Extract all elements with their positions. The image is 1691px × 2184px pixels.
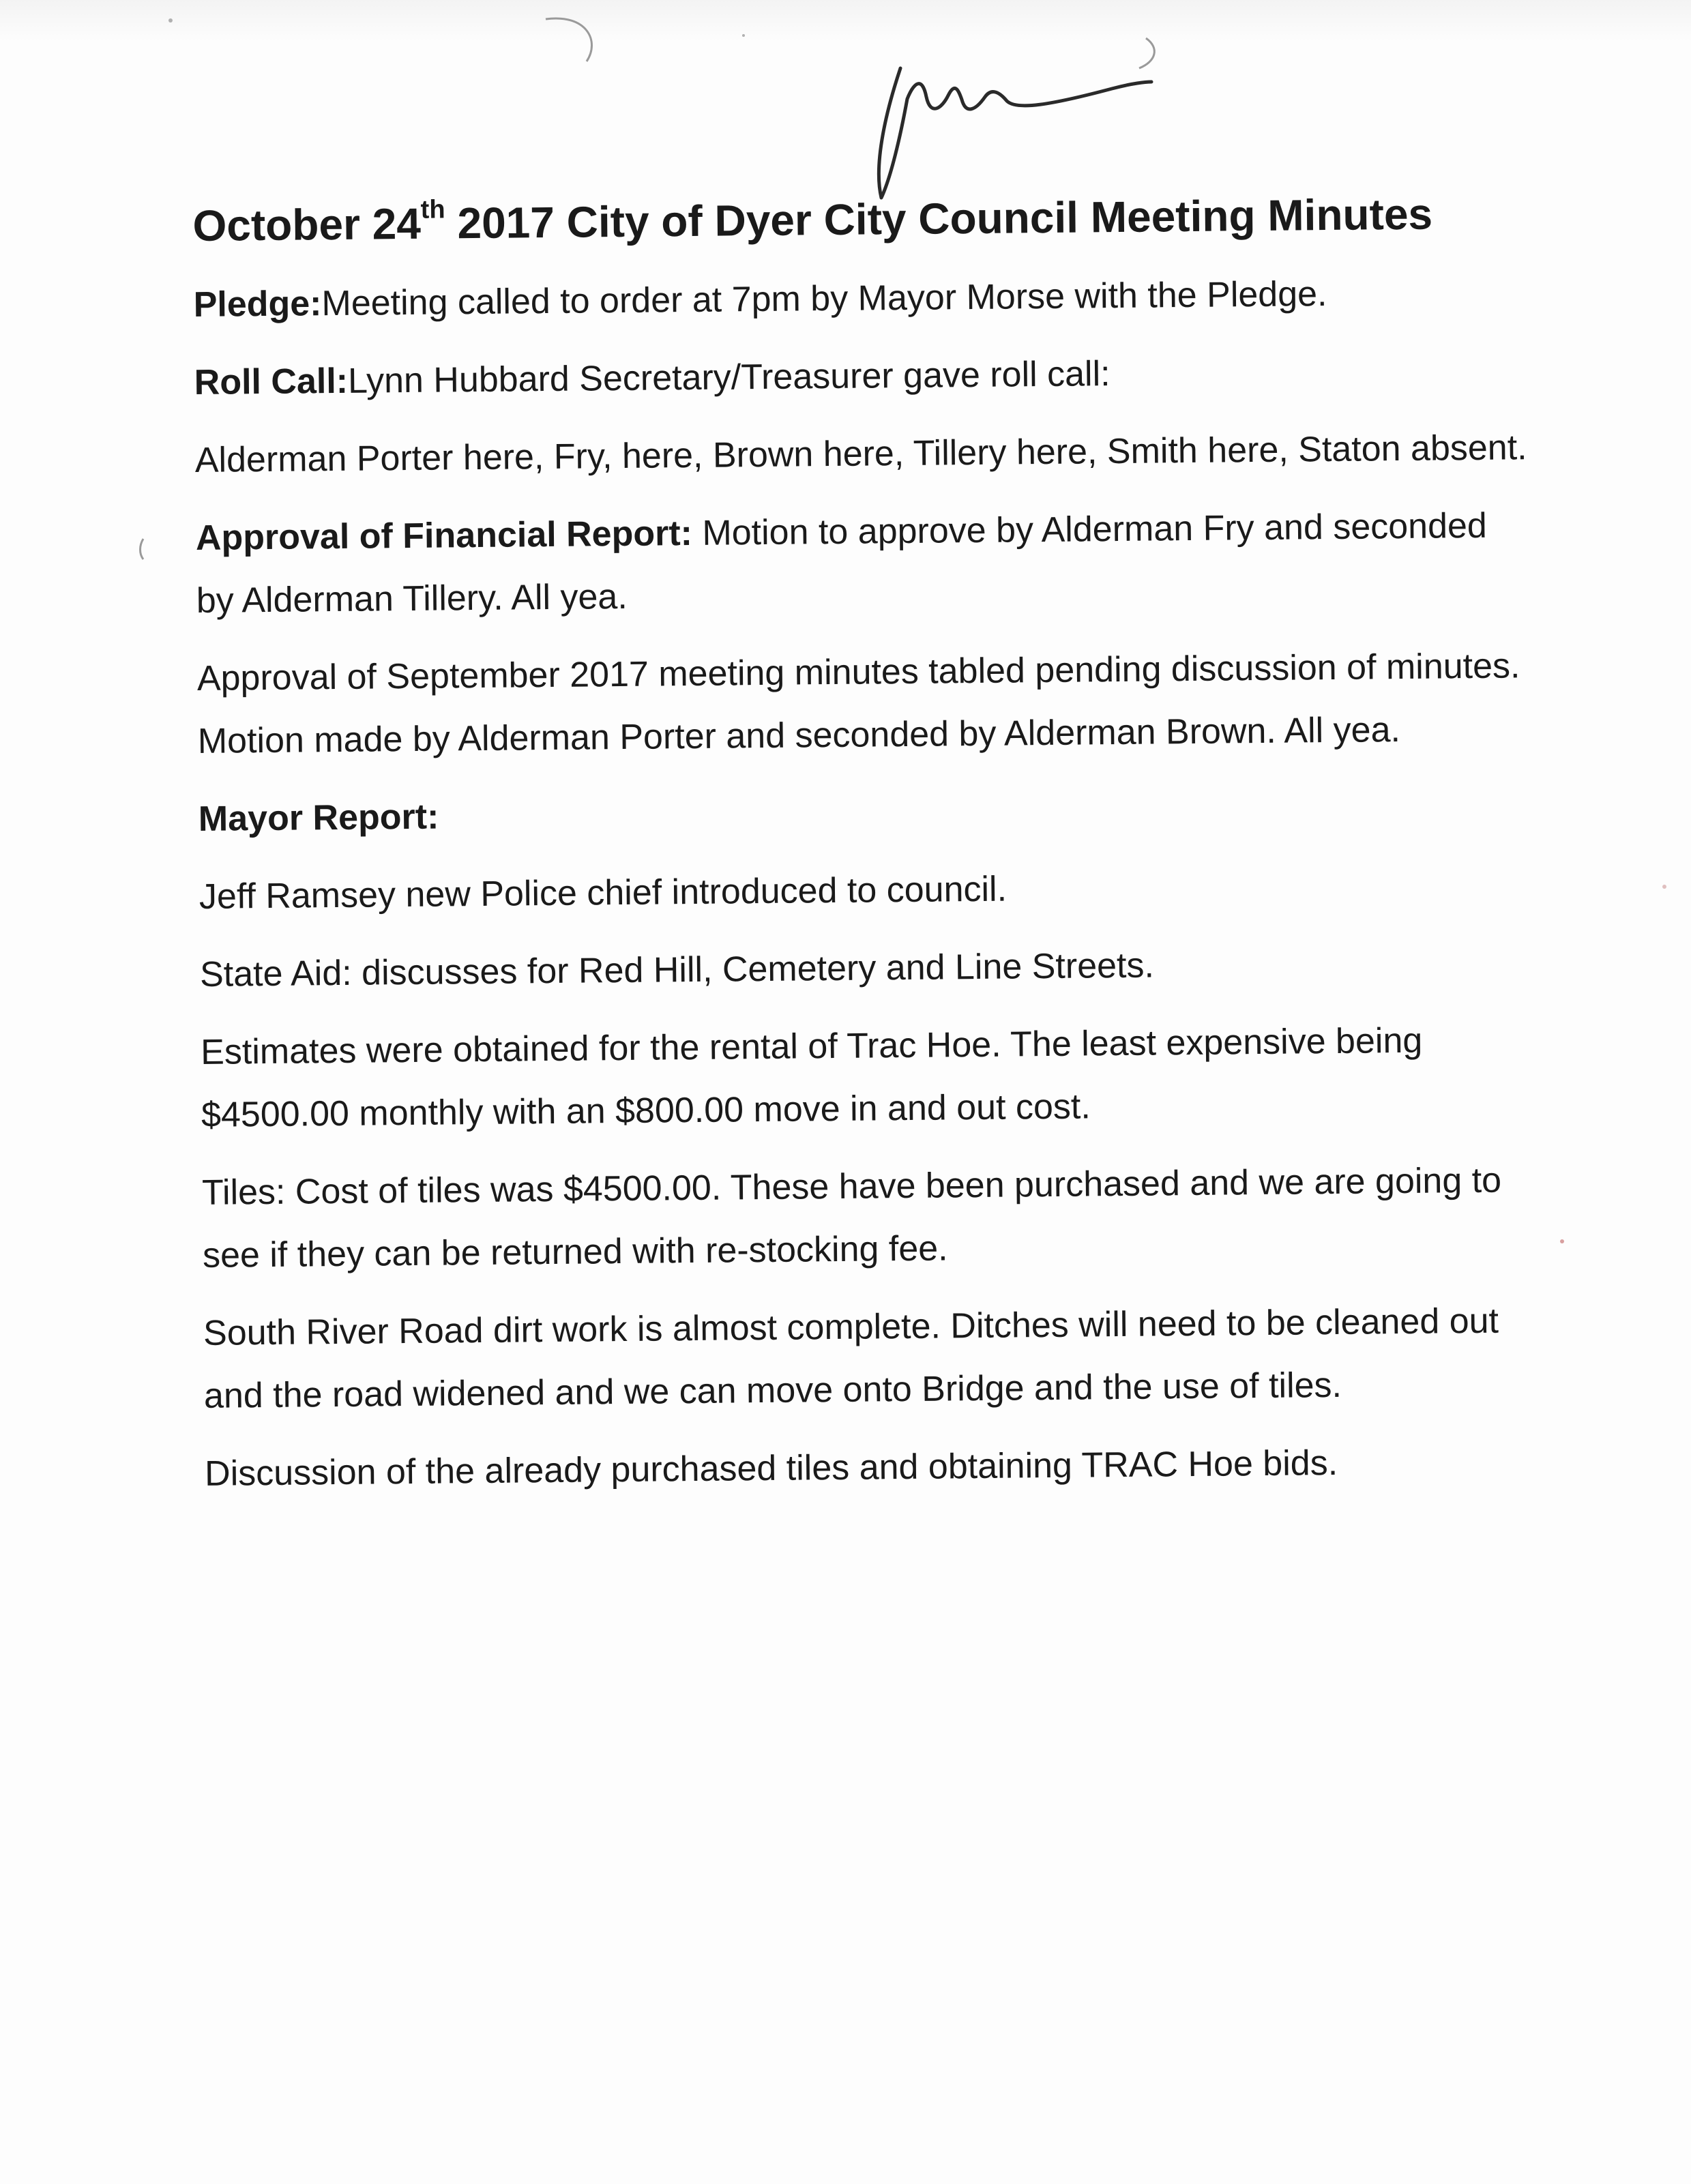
mayor-report-item: State Aid: discusses for Red Hill, Cemetery and Line Streets. (199, 945, 1155, 994)
financial-report-text: Motion to approve by Alderman Fry and seconded by Alderman Tillery. All yea. (196, 505, 1488, 621)
minutes-body (192, 175, 1542, 1520)
page-title: October 24th 2017 City of Dyer City Council Meeting Minutes (192, 189, 1433, 250)
pledge-label: Pledge: (193, 284, 322, 325)
mayor-report-item: Estimates were obtained for the rental of Trac Hoe. The least expensive being $4500.00 monthly with an $800.00 move in and out cost. (200, 1020, 1423, 1135)
roll-call-text: Lynn Hubbard Secretary/Treasurer gave roll call: (347, 354, 1111, 401)
pledge-text: Meeting called to order at 7pm by Mayor Morse with the Pledge. (321, 274, 1327, 324)
financial-report-paragraph (195, 494, 1533, 632)
mayor-report-heading: Mayor Report: (198, 797, 439, 839)
minutes-approval-paragraph: Approval of September 2017 meeting minutes tabled pending discussion of minutes. Motion made by Alderman Porter and seconded by Alderman Brown. All yea. (196, 646, 1520, 761)
financial-report-label: Approval of Financial Report: (195, 513, 693, 558)
roll-call-paragraph (194, 338, 1531, 414)
attendance-paragraph: Alderman Porter here, Fry, here, Brown here, Tillery here, Smith here, Staton absent. (194, 428, 1527, 480)
mayor-report-item: Tiles: Cost of tiles was $4500.00. These have been purchased and we are going to see if they can be returned with re-stocking fee. (201, 1160, 1502, 1275)
mayor-report-item: Jeff Ramsey new Police chief introduced to council. (198, 869, 1008, 917)
mayor-report-item: South River Road dirt work is almost complete. Ditches will need to be cleaned out and the road widened and we can move onto Bridge and the use of tiles. (203, 1301, 1499, 1416)
pledge-paragraph (193, 261, 1531, 336)
roll-call-label: Roll Call: (194, 361, 349, 402)
mayor-report-item: Discussion of the already purchased tiles and obtaining TRAC Hoe bids. (204, 1443, 1338, 1494)
